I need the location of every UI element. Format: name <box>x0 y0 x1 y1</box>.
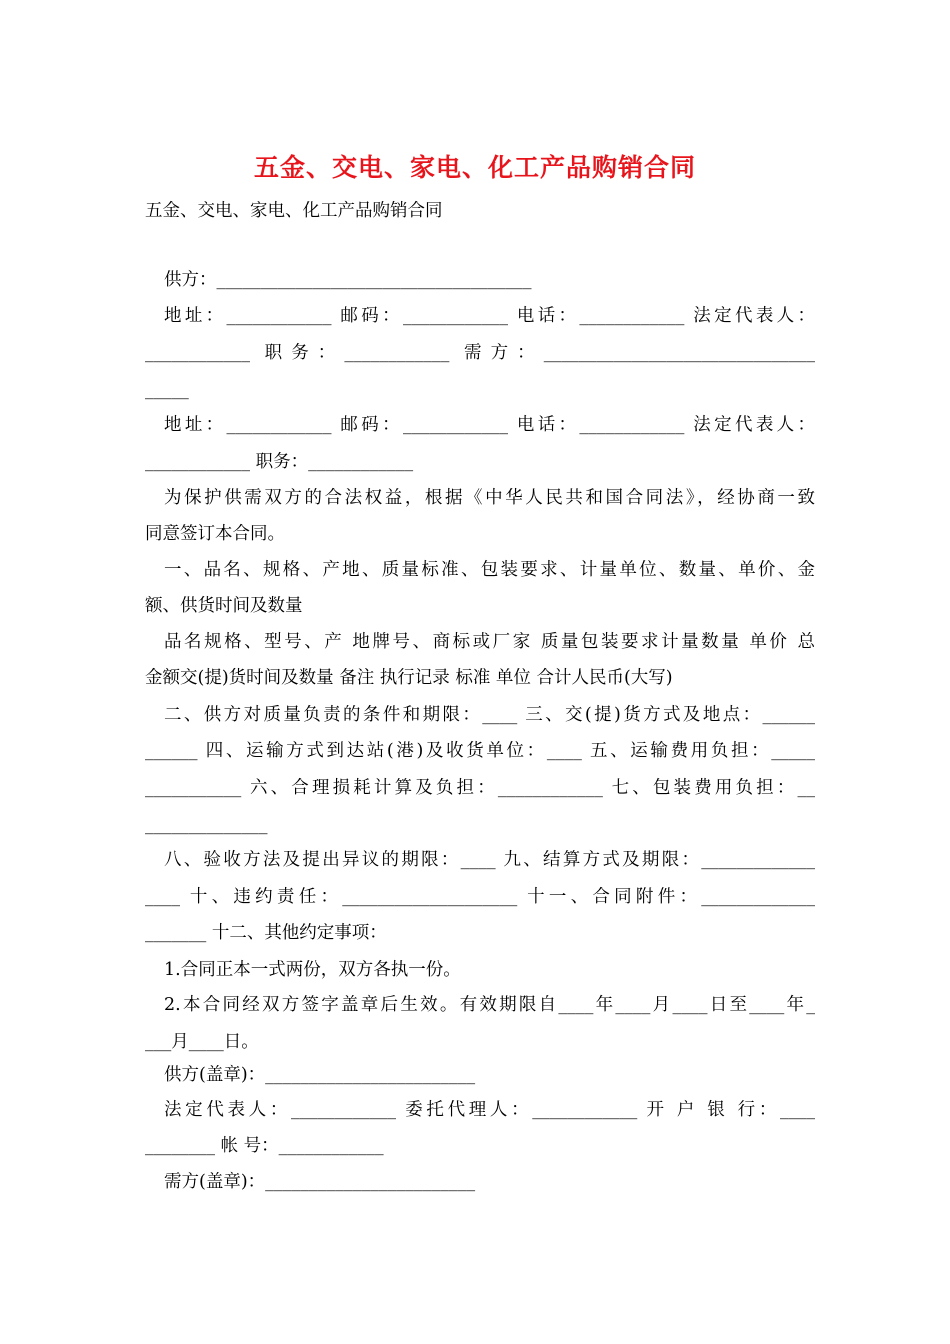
clause-6-7-line: ___________ 六、合理损耗计算及负担：____________ 七、包装费用负担：__ <box>145 778 815 798</box>
table-header-line-2: 金额交(提)货时间及数量 备注 执行记录 标准 单位 合计人民币(大写) <box>145 668 673 688</box>
clause-4-5-line: ______ 四、运输方式到达站(港)及收货单位：____ 五、运输费用负担：_____ <box>145 741 815 761</box>
clause-10-11-line: ____ 十、违约责任：____________________ 十一、合同附件：_____________ <box>145 887 815 907</box>
clause-1-line-1: 一、品名、规格、产地、质量标准、包装要求、计量单位、数量、单价、金 <box>164 560 815 580</box>
signatory-bank-line: 法定代表人：____________ 委托代理人：____________ 开 户 银 行：____ <box>164 1100 815 1120</box>
supplier-line: 供方：____________________________________ <box>164 270 532 290</box>
term-1-line: 1.合同正本一式两份，双方各执一份。 <box>164 960 461 980</box>
table-header-line-1: 品名规格、型号、产 地牌号、商标或厂家 质量包装要求计量数量 单价 总 <box>164 632 815 652</box>
clause-8-9-line: 八、验收方法及提出异议的期限：____ 九、结算方式及期限：_____________ <box>164 850 815 870</box>
term-2-line-2: ___月____日。 <box>145 1032 259 1052</box>
clause-12-line: _______ 十二、其他约定事项： <box>145 923 387 943</box>
supplier-address-line: 地址：____________ 邮码：____________ 电话：____________ 法定代表人： <box>164 306 815 326</box>
clause-1-line-2: 额、供货时间及数量 <box>145 596 303 616</box>
account-number-line: ________ 帐 号：____________ <box>145 1136 384 1156</box>
buyer-continuation-line: _____ <box>145 380 189 400</box>
term-2-line-1: 2.本合同经双方签字盖章后生效。有效期限自____年____月____日至____年_ <box>164 995 815 1015</box>
buyer-seal-line: 需方(盖章)：________________________ <box>164 1172 476 1192</box>
buyer-position-line: ____________ 职务：____________ <box>145 452 414 472</box>
supplier-position-buyer-line: ____________ 职务：____________ 需方：_______________________________ <box>145 343 815 363</box>
clause-2-3-line: 二、供方对质量负责的条件和期限：____ 三、交(提)货方式及地点：______ <box>164 705 815 725</box>
document-title: 五金、交电、家电、化工产品购销合同 <box>253 153 696 182</box>
buyer-address-line: 地址：____________ 邮码：____________ 电话：____________ 法定代表人： <box>164 415 815 435</box>
supplier-seal-line: 供方(盖章)：________________________ <box>164 1065 476 1085</box>
preamble-line-2: 同意签订本合同。 <box>145 524 285 544</box>
preamble-line-1: 为保护供需双方的合法权益，根据《中华人民共和国合同法》，经协商一致 <box>164 488 815 508</box>
clause-7-continuation-line: ______________ <box>145 815 268 835</box>
document-subtitle: 五金、交电、家电、化工产品购销合同 <box>145 201 443 221</box>
